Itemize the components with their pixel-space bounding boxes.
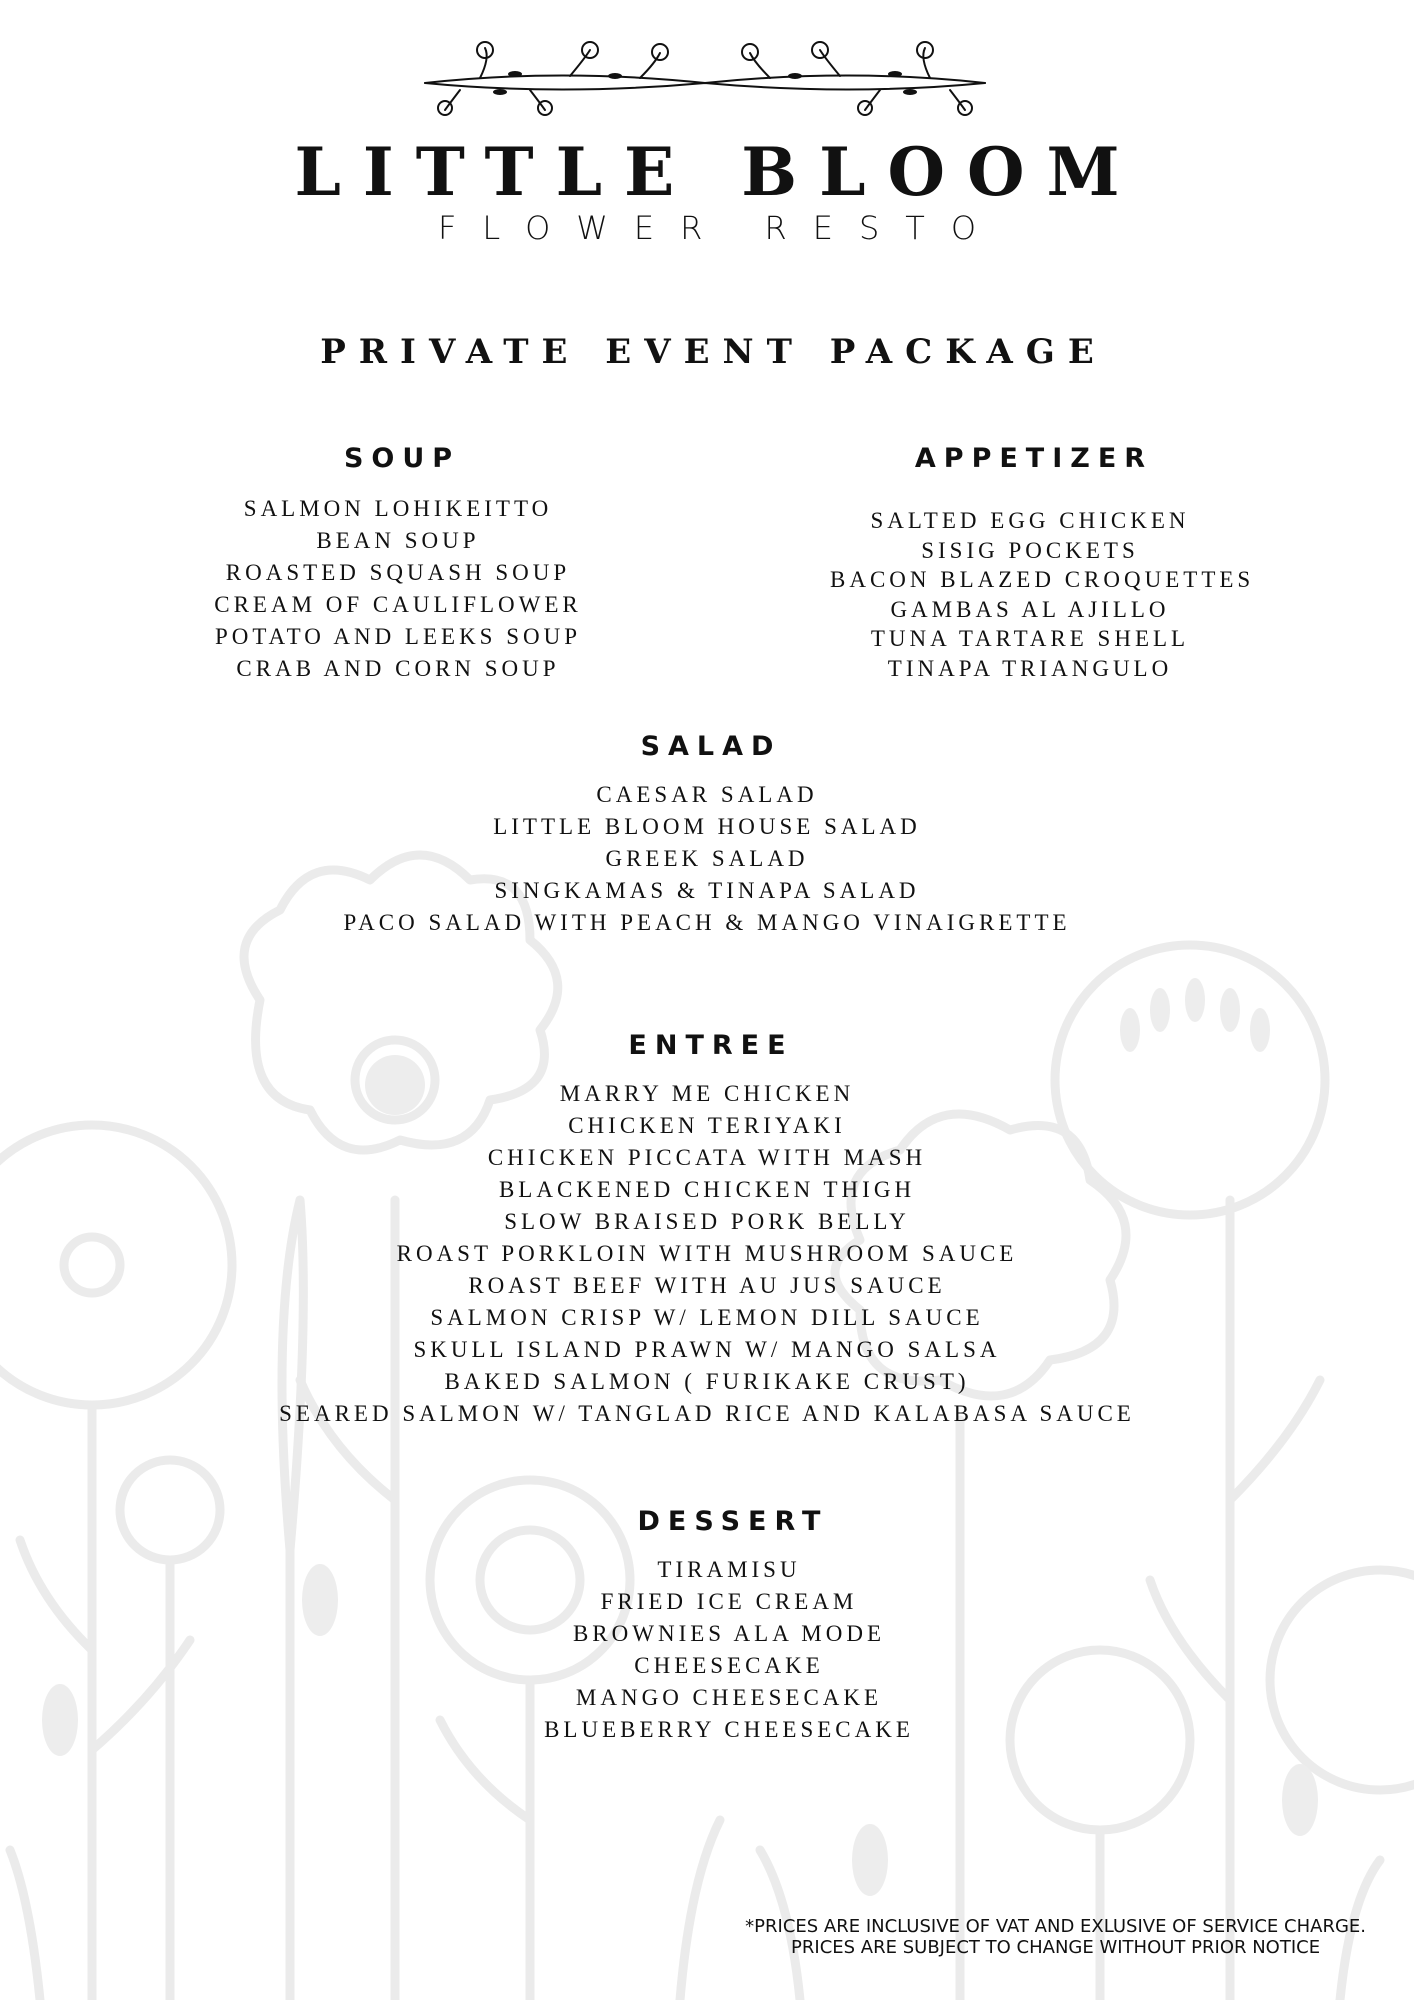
menu-item: CREAM OF CAULIFLOWER	[214, 592, 582, 617]
section-title-entree: ENTREE	[628, 1030, 794, 1061]
menu-item: BLACKENED CHICKEN THIGH	[498, 1177, 916, 1202]
menu-item: LITTLE BLOOM HOUSE SALAD	[493, 814, 921, 839]
soup-section	[198, 441, 598, 685]
menu-item: CHICKEN PICCATA WITH MASH	[487, 1145, 927, 1170]
salad-section	[257, 729, 1157, 939]
menu-item: TINAPA TRIANGULO	[887, 655, 1173, 681]
menu-item: SINGKAMAS & TINAPA SALAD	[494, 878, 920, 903]
menu-item: CRAB AND CORN SOUP	[236, 656, 560, 681]
salad-items	[257, 779, 1157, 939]
package-title: PRIVATE EVENT PACKAGE	[320, 332, 1107, 372]
entree-section	[207, 1028, 1207, 1430]
section-title-salad: SALAD	[640, 731, 782, 762]
floral-vine-ornament-icon	[420, 38, 990, 118]
appetizer-section	[830, 441, 1255, 683]
soup-items	[198, 493, 598, 685]
dessert-section	[529, 1504, 929, 1746]
menu-item: SALMON CRISP W/ LEMON DILL SAUCE	[430, 1305, 984, 1330]
price-disclaimer	[745, 1916, 1366, 1958]
appetizer-items	[830, 506, 1255, 683]
menu-item: FRIED ICE CREAM	[600, 1589, 858, 1614]
menu-item: TIRAMISU	[657, 1557, 801, 1582]
menu-item: BEAN SOUP	[316, 528, 480, 553]
menu-item: SALTED EGG CHICKEN	[870, 508, 1190, 533]
menu-item: BLUEBERRY CHEESECAKE	[544, 1717, 914, 1742]
menu-item: BROWNIES ALA MODE	[572, 1621, 886, 1646]
menu-item: SLOW BRAISED PORK BELLY	[504, 1209, 910, 1234]
menu-item: TUNA TARTARE SHELL	[870, 626, 1190, 651]
section-title-soup: SOUP	[343, 443, 461, 474]
entree-items	[207, 1078, 1207, 1430]
menu-item: GAMBAS AL AJILLO	[890, 596, 1170, 622]
menu-item: MARRY ME CHICKEN	[559, 1081, 855, 1106]
menu-item: ROAST PORKLOIN WITH MUSHROOM SAUCE	[396, 1241, 1018, 1266]
menu-item: MANGO CHEESECAKE	[575, 1685, 883, 1710]
brand-tagline: FLOWER RESTO	[437, 209, 1003, 247]
menu-item: BAKED SALMON ( FURIKAKE CRUST)	[444, 1369, 970, 1394]
menu-item: ROAST BEEF WITH AU JUS SAUCE	[468, 1273, 946, 1298]
price-disclaimer-line-2: PRICES ARE SUBJECT TO CHANGE WITHOUT PRIOR NOTICE	[791, 1937, 1321, 1958]
menu-item: SALMON LOHIKEITTO	[243, 496, 553, 521]
section-title-dessert: DESSERT	[637, 1506, 829, 1537]
section-title-appetizer: APPETIZER	[914, 443, 1154, 474]
brand-name: LITTLE BLOOM	[294, 133, 1142, 211]
menu-item: SKULL ISLAND PRAWN W/ MANGO SALSA	[413, 1337, 1001, 1362]
menu-item: POTATO AND LEEKS SOUP	[214, 624, 582, 649]
menu-item: PACO SALAD WITH PEACH & MANGO VINAIGRETTE	[343, 910, 1071, 935]
menu-item: ROASTED SQUASH SOUP	[225, 560, 571, 585]
dessert-items	[529, 1554, 929, 1746]
menu-item: BACON BLAZED CROQUETTES	[830, 567, 1255, 592]
menu-item: CHICKEN TERIYAKI	[568, 1113, 846, 1138]
menu-item: GREEK SALAD	[605, 846, 809, 871]
menu-item: CHEESECAKE	[634, 1653, 824, 1678]
price-disclaimer-line-1: *PRICES ARE INCLUSIVE OF VAT AND EXLUSIVE OF SERVICE CHARGE.	[745, 1916, 1366, 1937]
menu-item: CAESAR SALAD	[596, 782, 818, 807]
menu-item: SISIG POCKETS	[921, 537, 1139, 563]
menu-item: SEARED SALMON W/ TANGLAD RICE AND KALABASA SAUCE	[279, 1401, 1135, 1426]
